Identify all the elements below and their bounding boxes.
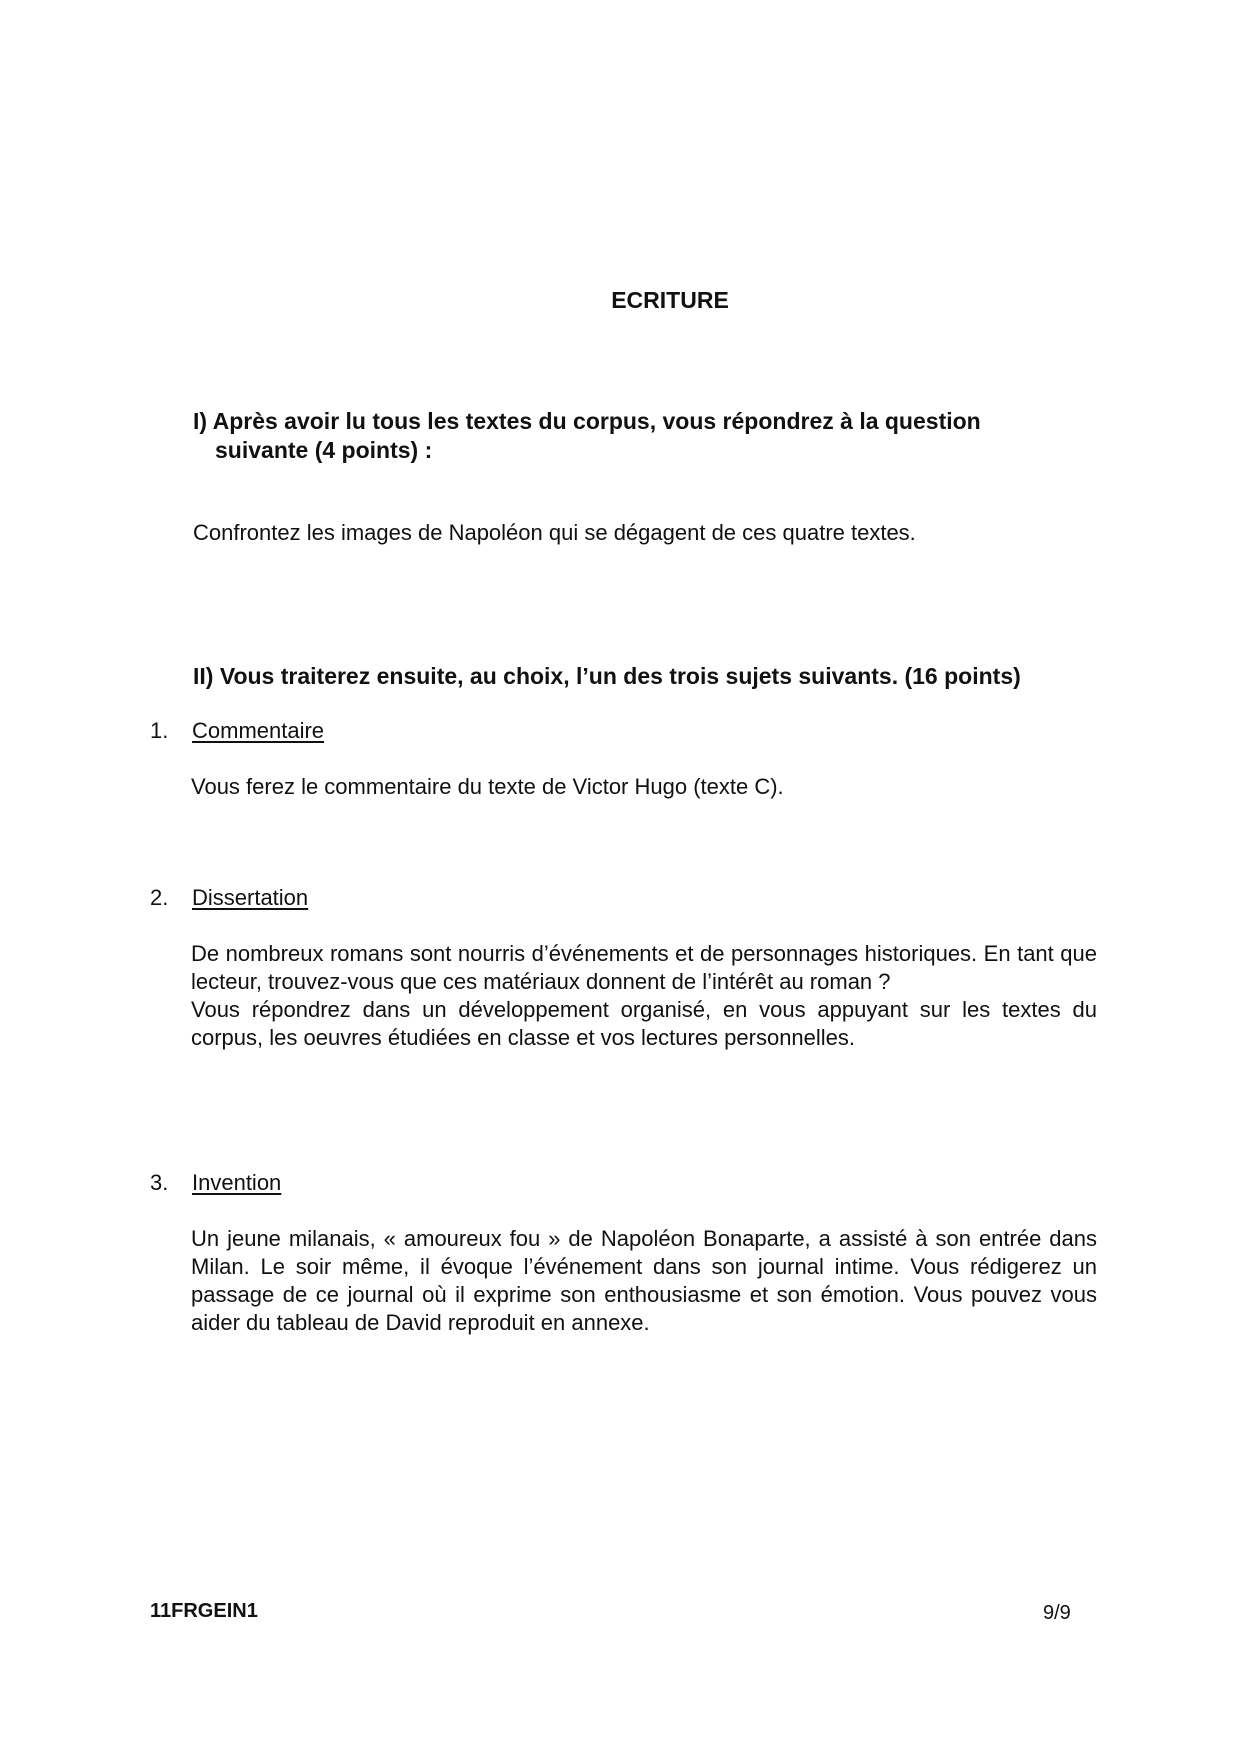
subject-commentaire-heading xyxy=(150,718,324,744)
subject-label: Invention xyxy=(192,1170,282,1195)
subject-number: 2. xyxy=(150,885,169,910)
subject-label: Dissertation xyxy=(192,885,309,910)
subject-commentaire-body xyxy=(191,773,1097,801)
page-number: 9/9 xyxy=(1043,1602,1071,1624)
subject-paragraph: De nombreux romans sont nourris d’événements et de personnages historiques. En tant que lecteur, trouvez-vous que ces matériaux donnent de l’intérêt au roman ? xyxy=(191,941,1097,994)
subject-paragraph: Un jeune milanais, « amoureux fou » de Napoléon Bonaparte, a assisté à son entrée dans Milan. Le soir même, il évoque l’événement dans son journal intime. Vous rédigerez un passage de ce journal où il exprime son enthousiasme et son émotion. Vous pouvez vous aider du tableau de David reproduit en annexe. xyxy=(191,1226,1097,1335)
subject-label: Commentaire xyxy=(192,718,325,743)
question-one-heading-line1: I) Après avoir lu tous les textes du corpus, vous répondrez à la question xyxy=(193,408,981,434)
question-two-heading: II) Vous traiterez ensuite, au choix, l’un des trois sujets suivants. (16 points) xyxy=(193,663,1021,689)
subject-number: 3. xyxy=(150,1170,169,1195)
subject-invention-body xyxy=(191,1225,1097,1337)
exam-code: 11FRGEIN1 xyxy=(150,1600,258,1622)
question-one-heading xyxy=(193,407,1093,465)
subject-paragraph: Vous ferez le commentaire du texte de Victor Hugo (texte C). xyxy=(191,774,784,799)
page-title: ECRITURE xyxy=(611,287,729,313)
question-one-body: Confrontez les images de Napoléon qui se dégagent de ces quatre textes. xyxy=(193,520,916,545)
question-one-heading-line2: suivante (4 points) : xyxy=(215,437,433,463)
subject-dissertation-heading xyxy=(150,885,308,911)
subject-paragraph: Vous répondrez dans un développement organisé, en vous appuyant sur les textes du corpus, les oeuvres étudiées en classe et vos lectures personnelles. xyxy=(191,997,1097,1050)
subject-number: 1. xyxy=(150,718,169,743)
subject-invention-heading xyxy=(150,1170,281,1196)
subject-dissertation-body xyxy=(191,940,1097,1052)
